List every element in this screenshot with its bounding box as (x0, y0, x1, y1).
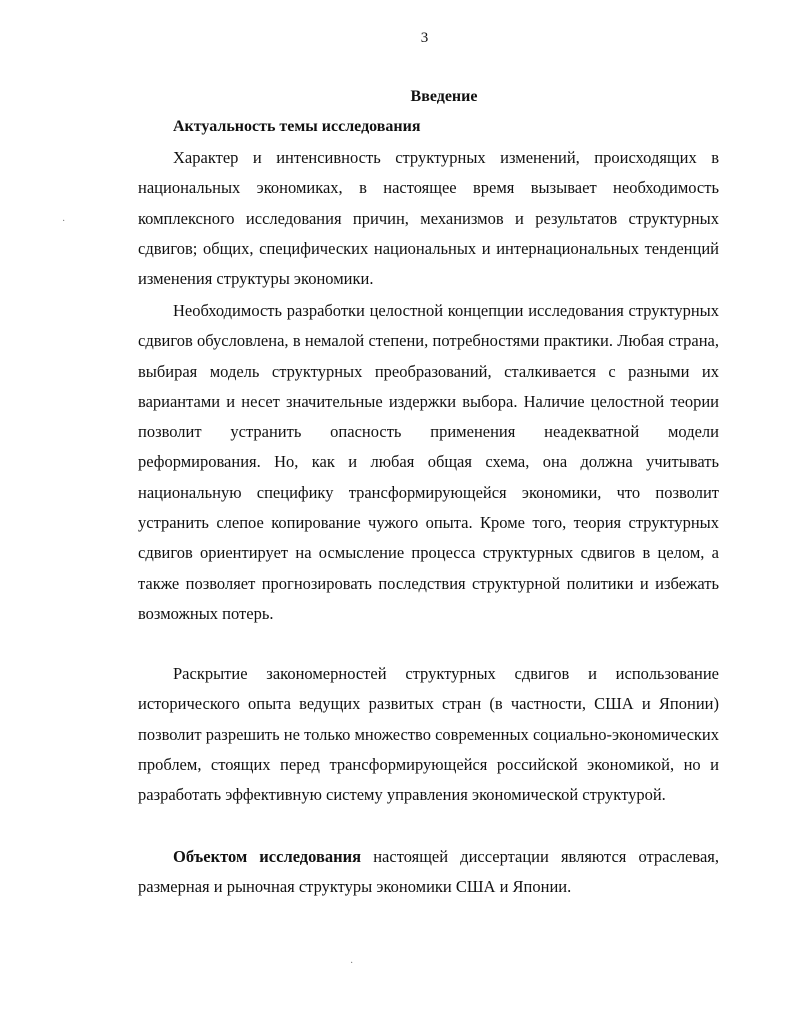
page-number: 3 (420, 30, 429, 46)
subsection-heading: Актуальность темы исследования (173, 118, 421, 135)
scan-speck: · (62, 216, 66, 227)
research-object-text: настоящей диссертации являются отраслевая, размерная и рыночная структуры экономики США и Японии. (138, 847, 719, 897)
scan-speck: · (350, 958, 354, 969)
research-object-lead: Объектом исследования (173, 847, 362, 866)
paragraph-research-object (138, 842, 719, 903)
section-heading: Введение (410, 88, 478, 105)
paragraph-relevance-1: Характер и интенсивность структурных изменений, происходящих в национальных экономиках, в настоящее время вызывает необходимость комплексного исследования причин, механизмов и результатов структурных сдвигов; общих, специфических национальных и интернациональных тенденций изменения структуры экономики. (138, 148, 719, 289)
paragraph-relevance-2: Необходимость разработки целостной концепции исследования структурных сдвигов обусловлена, в немалой степени, потребностями практики. Любая страна, выбирая модель структурных преобразований, сталкивается с разными их вариантами и несет значительные издержки выбора. Наличие целостной теории позволит устранить опасность применения неадекватной модели реформирования. Но, как и любая общая схема, она должна учитывать национальную специфику трансформирующейся экономики, что позволит устранить слепое копирование чужого опыта. Кроме того, теория структурных сдвигов ориентирует на осмысление процесса структурных сдвигов в целом, а также позволяет прогнозировать последствия структурной политики и избежать возможных потерь. (138, 301, 719, 623)
paragraph-relevance-3: Раскрытие закономерностей структурных сдвигов и использование исторического опыта ведущих развитых стран (в частности, США и Японии) позволит разрешить не только множество современных социально-экономических проблем, стоящих перед трансформирующейся российской экономикой, но и разработать эффективную систему управления экономической структурой. (138, 664, 719, 805)
